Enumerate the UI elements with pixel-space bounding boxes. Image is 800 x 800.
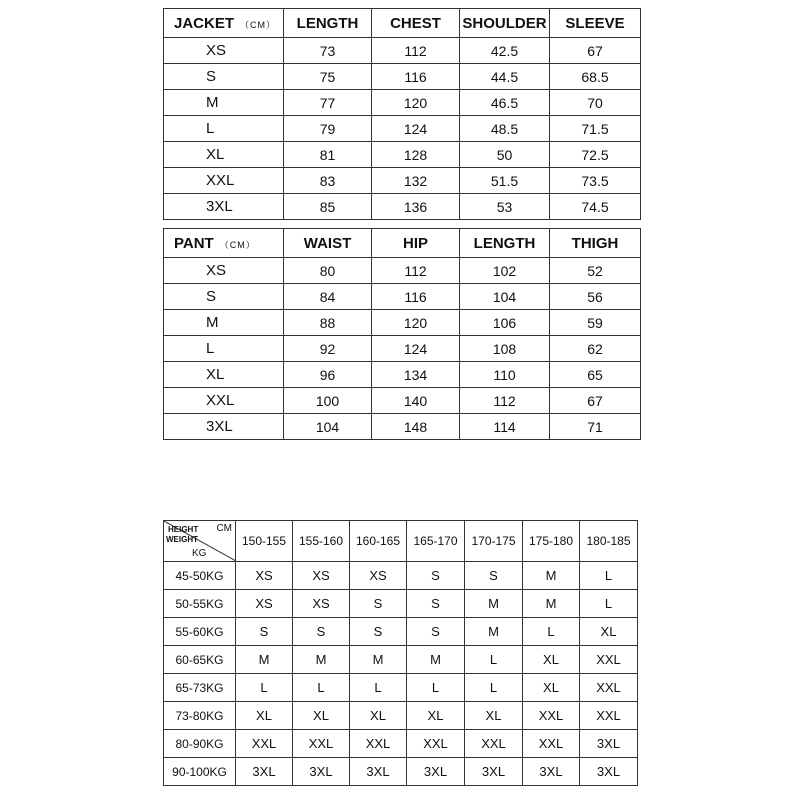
recommended-size-cell: 3XL [580, 758, 638, 786]
recommended-size-cell: M [465, 590, 523, 618]
jacket-measurement-cell: 74.5 [550, 194, 641, 220]
recommendation-row [164, 758, 638, 786]
recommendation-row [164, 562, 638, 590]
pant-measurement-cell: 67 [550, 388, 641, 414]
pant-measurement-cell: 112 [460, 388, 550, 414]
recommended-size-cell: XXL [580, 646, 638, 674]
jacket-row [164, 194, 641, 220]
jacket-row [164, 64, 641, 90]
recommended-size-cell: S [407, 590, 465, 618]
recommended-size-cell: M [465, 618, 523, 646]
pant-measurement-cell: 104 [284, 414, 372, 440]
height-range-header: 150-155 [236, 521, 293, 562]
weight-range-label: 80-90KG [164, 730, 236, 758]
pant-row [164, 336, 641, 362]
recommended-size-cell: XL [407, 702, 465, 730]
jacket-measurement-cell: 73.5 [550, 168, 641, 194]
recommendation-row [164, 702, 638, 730]
recommended-size-cell: XL [523, 646, 580, 674]
recommended-size-cell: M [293, 646, 350, 674]
pant-column-header: HIP [372, 229, 460, 258]
recommendation-row [164, 674, 638, 702]
recommended-size-cell: S [236, 618, 293, 646]
recommended-size-cell: L [523, 618, 580, 646]
jacket-measurement-cell: 42.5 [460, 38, 550, 64]
recommended-size-cell: XS [293, 562, 350, 590]
weight-range-label: 55-60KG [164, 618, 236, 646]
pant-header-row [164, 229, 641, 258]
weight-range-label: 60-65KG [164, 646, 236, 674]
pant-measurement-cell: 104 [460, 284, 550, 310]
recommended-size-cell: L [407, 674, 465, 702]
recommended-size-cell: XL [350, 702, 407, 730]
weight-range-label: 90-100KG [164, 758, 236, 786]
recommended-size-cell: XXL [293, 730, 350, 758]
recommended-size-cell: XXL [407, 730, 465, 758]
recommended-size-cell: L [350, 674, 407, 702]
recommended-size-cell: L [465, 674, 523, 702]
height-range-header: 175-180 [523, 521, 580, 562]
recommendation-row [164, 590, 638, 618]
pant-measurement-cell: 148 [372, 414, 460, 440]
pant-size-table [163, 228, 641, 440]
recommended-size-cell: 3XL [350, 758, 407, 786]
jacket-measurement-cell: 50 [460, 142, 550, 168]
recommended-size-cell: 3XL [580, 730, 638, 758]
jacket-row [164, 116, 641, 142]
pant-measurement-cell: 59 [550, 310, 641, 336]
pant-size-label: L [164, 336, 284, 362]
jacket-size-label: 3XL [164, 194, 284, 220]
jacket-title: JACKET [174, 14, 235, 32]
pant-column-header: WAIST [284, 229, 372, 258]
pant-measurement-cell: 88 [284, 310, 372, 336]
pant-measurement-cell: 134 [372, 362, 460, 388]
jacket-measurement-cell: 136 [372, 194, 460, 220]
size-recommendation-table [163, 520, 638, 786]
jacket-row [164, 38, 641, 64]
recommended-size-cell: XL [465, 702, 523, 730]
pant-measurement-cell: 56 [550, 284, 641, 310]
jacket-measurement-cell: 128 [372, 142, 460, 168]
jacket-size-label: XL [164, 142, 284, 168]
recommended-size-cell: M [523, 590, 580, 618]
jacket-measurement-cell: 81 [284, 142, 372, 168]
recommended-size-cell: L [236, 674, 293, 702]
pant-column-header: THIGH [550, 229, 641, 258]
pant-title-cell [164, 229, 284, 258]
recommended-size-cell: M [523, 562, 580, 590]
recommended-size-cell: S [407, 618, 465, 646]
recommended-size-cell: 3XL [465, 758, 523, 786]
jacket-measurement-cell: 72.5 [550, 142, 641, 168]
height-range-header: 170-175 [465, 521, 523, 562]
pant-size-label: XXL [164, 388, 284, 414]
pant-size-label: 3XL [164, 414, 284, 440]
height-range-header: 155-160 [293, 521, 350, 562]
weight-range-label: 73-80KG [164, 702, 236, 730]
jacket-measurement-cell: 85 [284, 194, 372, 220]
pant-measurement-cell: 114 [460, 414, 550, 440]
pant-measurement-cell: 120 [372, 310, 460, 336]
recommended-size-cell: XS [236, 590, 293, 618]
jacket-size-label: S [164, 64, 284, 90]
jacket-measurement-cell: 53 [460, 194, 550, 220]
pant-measurement-cell: 110 [460, 362, 550, 388]
jacket-measurement-cell: 68.5 [550, 64, 641, 90]
kg-unit-label: KG [192, 548, 207, 559]
jacket-measurement-cell: 116 [372, 64, 460, 90]
jacket-measurement-cell: 124 [372, 116, 460, 142]
jacket-size-label: M [164, 90, 284, 116]
recommended-size-cell: 3XL [236, 758, 293, 786]
jacket-measurement-cell: 46.5 [460, 90, 550, 116]
recommended-size-cell: L [465, 646, 523, 674]
jacket-column-header: SLEEVE [550, 9, 641, 38]
jacket-column-header: SHOULDER [460, 9, 550, 38]
pant-measurement-cell: 124 [372, 336, 460, 362]
recommended-size-cell: S [350, 618, 407, 646]
jacket-row [164, 168, 641, 194]
recommended-size-cell: 3XL [407, 758, 465, 786]
pant-measurement-cell: 102 [460, 258, 550, 284]
jacket-measurement-cell: 73 [284, 38, 372, 64]
pant-measurement-cell: 65 [550, 362, 641, 388]
pant-row [164, 388, 641, 414]
jacket-size-label: XS [164, 38, 284, 64]
pant-measurement-cell: 112 [372, 258, 460, 284]
pant-size-label: M [164, 310, 284, 336]
jacket-measurement-cell: 51.5 [460, 168, 550, 194]
recommended-size-cell: S [407, 562, 465, 590]
pant-row [164, 284, 641, 310]
height-weight-corner-cell [164, 521, 236, 562]
pant-size-label: XS [164, 258, 284, 284]
recommended-size-cell: XS [293, 590, 350, 618]
recommended-size-cell: XXL [236, 730, 293, 758]
recommendation-table-body [164, 521, 638, 786]
recommended-size-cell: XXL [523, 730, 580, 758]
jacket-size-table [163, 8, 641, 220]
pant-row [164, 362, 641, 388]
recommendation-row [164, 646, 638, 674]
pant-measurement-cell: 92 [284, 336, 372, 362]
height-range-header: 160-165 [350, 521, 407, 562]
pant-row [164, 310, 641, 336]
recommended-size-cell: XL [293, 702, 350, 730]
pant-measurement-cell: 71 [550, 414, 641, 440]
weight-range-label: 50-55KG [164, 590, 236, 618]
pant-measurement-cell: 84 [284, 284, 372, 310]
recommended-size-cell: XXL [580, 674, 638, 702]
pant-column-header: LENGTH [460, 229, 550, 258]
jacket-column-header: CHEST [372, 9, 460, 38]
height-range-header: 165-170 [407, 521, 465, 562]
jacket-measurement-cell: 83 [284, 168, 372, 194]
jacket-measurement-cell: 44.5 [460, 64, 550, 90]
weight-range-label: 65-73KG [164, 674, 236, 702]
jacket-measurement-cell: 70 [550, 90, 641, 116]
recommended-size-cell: XXL [465, 730, 523, 758]
recommended-size-cell: S [350, 590, 407, 618]
jacket-size-label: L [164, 116, 284, 142]
jacket-row [164, 142, 641, 168]
recommended-size-cell: XL [523, 674, 580, 702]
pant-measurement-cell: 100 [284, 388, 372, 414]
recommendation-row [164, 618, 638, 646]
recommended-size-cell: 3XL [523, 758, 580, 786]
jacket-measurement-cell: 71.5 [550, 116, 641, 142]
pant-row [164, 414, 641, 440]
pant-measurement-cell: 52 [550, 258, 641, 284]
pant-measurement-cell: 80 [284, 258, 372, 284]
jacket-row [164, 90, 641, 116]
recommended-size-cell: XL [236, 702, 293, 730]
jacket-title-cell [164, 9, 284, 38]
pant-unit: （CM） [219, 239, 256, 250]
recommended-size-cell: XXL [350, 730, 407, 758]
jacket-header-row [164, 9, 641, 38]
jacket-size-label: XXL [164, 168, 284, 194]
recommended-size-cell: M [350, 646, 407, 674]
jacket-measurement-cell: 75 [284, 64, 372, 90]
jacket-measurement-cell: 120 [372, 90, 460, 116]
pant-table-body [164, 229, 641, 440]
recommended-size-cell: XL [580, 618, 638, 646]
pant-size-label: XL [164, 362, 284, 388]
recommended-size-cell: S [465, 562, 523, 590]
jacket-measurement-cell: 48.5 [460, 116, 550, 142]
recommended-size-cell: L [293, 674, 350, 702]
recommended-size-cell: M [236, 646, 293, 674]
recommendation-row [164, 730, 638, 758]
pant-measurement-cell: 116 [372, 284, 460, 310]
recommendation-header-row [164, 521, 638, 562]
pant-title: PANT [174, 234, 214, 252]
cm-unit-label: CM [216, 523, 232, 534]
jacket-unit: （CM） [240, 19, 277, 30]
jacket-measurement-cell: 79 [284, 116, 372, 142]
jacket-column-header: LENGTH [284, 9, 372, 38]
pant-measurement-cell: 106 [460, 310, 550, 336]
height-label: HEIGHT [168, 525, 199, 534]
weight-label: WEIGHT [166, 535, 198, 544]
pant-measurement-cell: 140 [372, 388, 460, 414]
height-range-header: 180-185 [580, 521, 638, 562]
pant-size-label: S [164, 284, 284, 310]
recommended-size-cell: XS [350, 562, 407, 590]
jacket-measurement-cell: 77 [284, 90, 372, 116]
weight-range-label: 45-50KG [164, 562, 236, 590]
recommended-size-cell: XXL [523, 702, 580, 730]
jacket-measurement-cell: 67 [550, 38, 641, 64]
pant-measurement-cell: 108 [460, 336, 550, 362]
jacket-table-body [164, 9, 641, 220]
jacket-measurement-cell: 132 [372, 168, 460, 194]
recommended-size-cell: M [407, 646, 465, 674]
pant-row [164, 258, 641, 284]
recommended-size-cell: S [293, 618, 350, 646]
recommended-size-cell: 3XL [293, 758, 350, 786]
recommended-size-cell: L [580, 562, 638, 590]
recommended-size-cell: XS [236, 562, 293, 590]
recommended-size-cell: XXL [580, 702, 638, 730]
recommended-size-cell: L [580, 590, 638, 618]
jacket-measurement-cell: 112 [372, 38, 460, 64]
pant-measurement-cell: 96 [284, 362, 372, 388]
pant-measurement-cell: 62 [550, 336, 641, 362]
